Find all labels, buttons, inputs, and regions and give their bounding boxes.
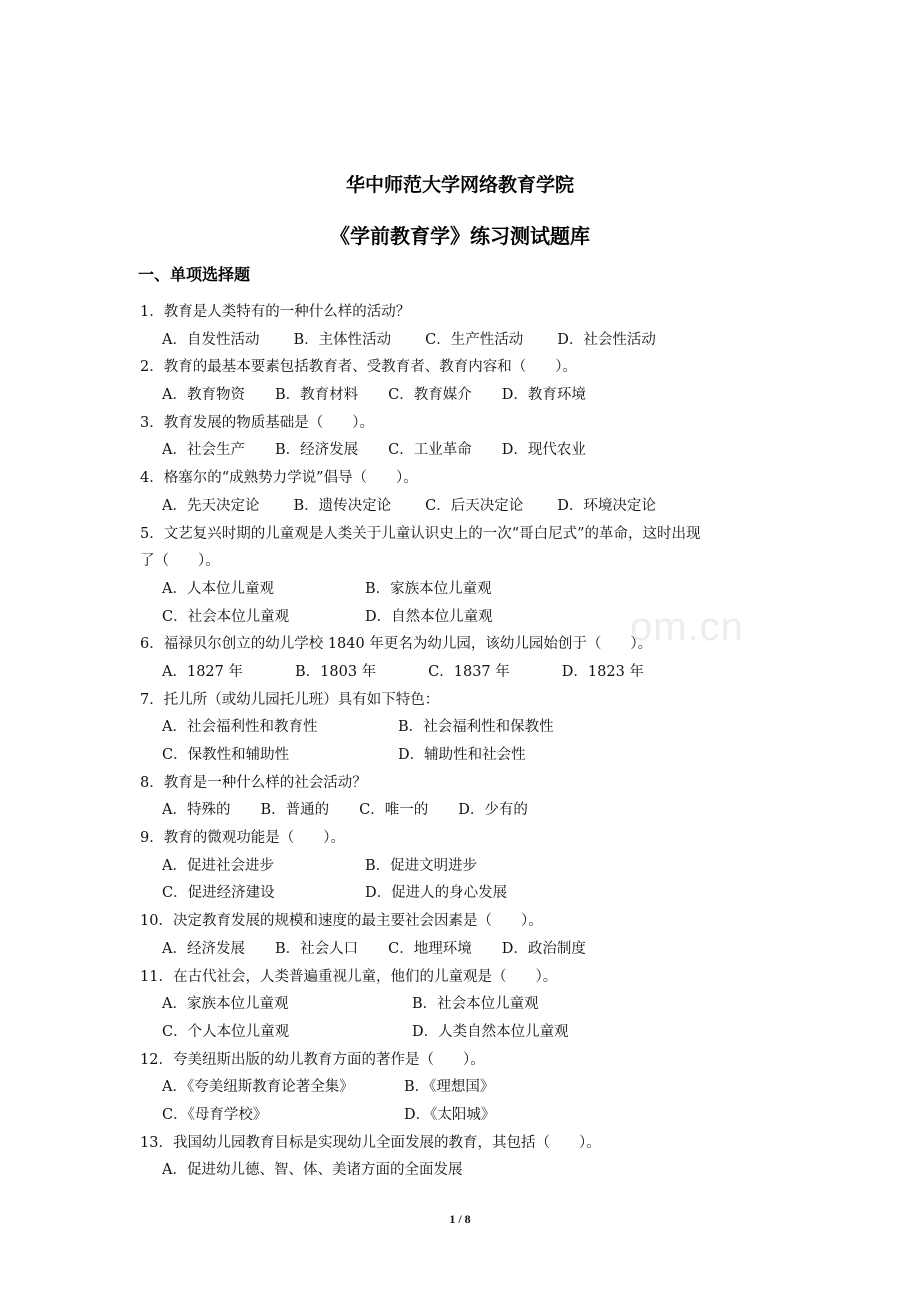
question-stem: 1．教育是人类特有的一种什么样的活动？ <box>140 304 411 320</box>
option-row <box>140 659 800 687</box>
question-stem: 5．文艺复兴时期的儿童观是人类关于儿童认识史上的一次“哥白尼式”的革命，这时出现 <box>140 525 701 542</box>
question-stem: 9．教育的微观功能是（ ）。 <box>140 830 345 847</box>
option: D．环境决定论 <box>557 497 656 514</box>
option-row <box>140 714 800 742</box>
option: A．促进社会进步 <box>162 857 274 874</box>
option: A．先天决定论 <box>162 497 260 514</box>
option: A．促进幼儿德、智、体、美诸方面的全面发展 <box>162 1162 463 1179</box>
section-heading: 一、单项选择题 <box>138 265 251 284</box>
option: C．教育媒介 <box>388 387 472 404</box>
question-stem: 7．托儿所（或幼儿园托儿班）具有如下特色： <box>140 691 440 708</box>
option-row <box>140 327 800 355</box>
option: D．1823 年 <box>561 663 644 680</box>
option-row <box>140 991 800 1019</box>
page-number: 1 / 8 <box>449 1212 471 1226</box>
option-row <box>140 936 800 964</box>
option: D．少有的 <box>458 802 528 819</box>
option: B．促进文明进步 <box>365 857 478 874</box>
question-stem: 6．福禄贝尔创立的幼儿学校 1840 年更名为幼儿园，该幼儿园始创于（ ）。 <box>140 636 653 653</box>
option: C．个人本位儿童观 <box>162 1023 290 1040</box>
question-stem: 13．我国幼儿园教育目标是实现幼儿全面发展的教育，其包括（ ）。 <box>140 1134 601 1151</box>
option: D．促进人的身心发展 <box>365 885 508 902</box>
option: B．1803 年 <box>294 663 377 680</box>
option: A．人本位儿童观 <box>162 580 274 597</box>
option: B．主体性活动 <box>293 331 392 348</box>
option: C．社会本位儿童观 <box>162 608 290 625</box>
option: A．1827 年 <box>162 663 243 680</box>
watermark: om.cn <box>630 605 744 649</box>
question-stem-continued: 了（ ）。 <box>140 553 220 570</box>
question-list <box>140 299 800 1185</box>
option: A．特殊的 <box>162 802 231 819</box>
option: B．普通的 <box>260 802 330 819</box>
option: A．社会福利性和教育性 <box>162 719 318 736</box>
option-row <box>140 880 800 908</box>
option: A．经济发展 <box>162 940 245 957</box>
option: D．教育环境 <box>501 387 586 404</box>
option: B．家族本位儿童观 <box>365 580 492 597</box>
option: A．《夸美纽斯教育论著全集》 <box>162 1079 354 1096</box>
question-stem: 4．格塞尔的“成熟势力学说”倡导（ ）。 <box>140 470 418 487</box>
option: D．辅助性和社会性 <box>398 747 526 763</box>
question-stem: 11．在古代社会，人类普遍重视儿童，他们的儿童观是（ ）。 <box>140 968 558 985</box>
option: A．自发性活动 <box>162 331 260 348</box>
option-row <box>140 382 800 410</box>
option: B．教育材料 <box>274 387 359 404</box>
option: C．后天决定论 <box>425 497 524 514</box>
option: C．1837 年 <box>428 663 510 680</box>
option-row <box>140 742 800 770</box>
option: A．教育物资 <box>162 387 245 404</box>
option-row <box>140 437 800 465</box>
option-row <box>140 1157 800 1185</box>
document-title: 华中师范大学网络教育学院 <box>345 174 574 196</box>
option: B．《理想国》 <box>404 1079 495 1096</box>
option: B．遗传决定论 <box>293 497 392 514</box>
option-row <box>140 576 800 604</box>
option-row <box>140 493 800 521</box>
document-subtitle: 《学前教育学》练习测试题库 <box>330 224 590 248</box>
option-row <box>140 853 800 881</box>
option: C．唯一的 <box>359 802 429 819</box>
option: D．现代农业 <box>501 442 586 459</box>
option: C．促进经济建设 <box>162 885 275 902</box>
option: C．地理环境 <box>388 940 472 957</box>
question-stem: 3．教育发展的物质基础是（ ）。 <box>140 414 374 431</box>
option: D．人类自然本位儿童观 <box>412 1023 569 1040</box>
question-stem: 2．教育的最基本要素包括教育者、受教育者、教育内容和（ ）。 <box>140 359 577 376</box>
option-row <box>140 1102 800 1130</box>
option-row <box>140 1019 800 1047</box>
option: A．家族本位儿童观 <box>162 996 289 1013</box>
option: B．社会本位儿童观 <box>412 996 539 1013</box>
option: D．《太阳城》 <box>404 1106 496 1123</box>
option: C．工业革命 <box>388 442 472 459</box>
option: B．社会福利性和保教性 <box>398 719 554 736</box>
option: B．社会人口 <box>274 940 359 957</box>
option-row <box>140 1074 800 1102</box>
option: D．社会性活动 <box>557 331 656 348</box>
option-row <box>140 797 800 825</box>
question-stem: 12．夸美纽斯出版的幼儿教育方面的著作是（ ）。 <box>140 1051 485 1068</box>
question-stem: 8．教育是一种什么样的社会活动？ <box>140 774 367 791</box>
option-row <box>140 604 800 632</box>
option: C．生产性活动 <box>425 331 524 348</box>
option: D．自然本位儿童观 <box>365 608 493 625</box>
option: A．社会生产 <box>162 442 245 459</box>
option: C．《母育学校》 <box>162 1106 268 1123</box>
option: C．保教性和辅助性 <box>162 747 290 763</box>
option: D．政治制度 <box>501 940 586 957</box>
option: B．经济发展 <box>274 442 359 459</box>
question-stem: 10．决定教育发展的规模和速度的最主要社会因素是（ ）。 <box>140 913 543 930</box>
